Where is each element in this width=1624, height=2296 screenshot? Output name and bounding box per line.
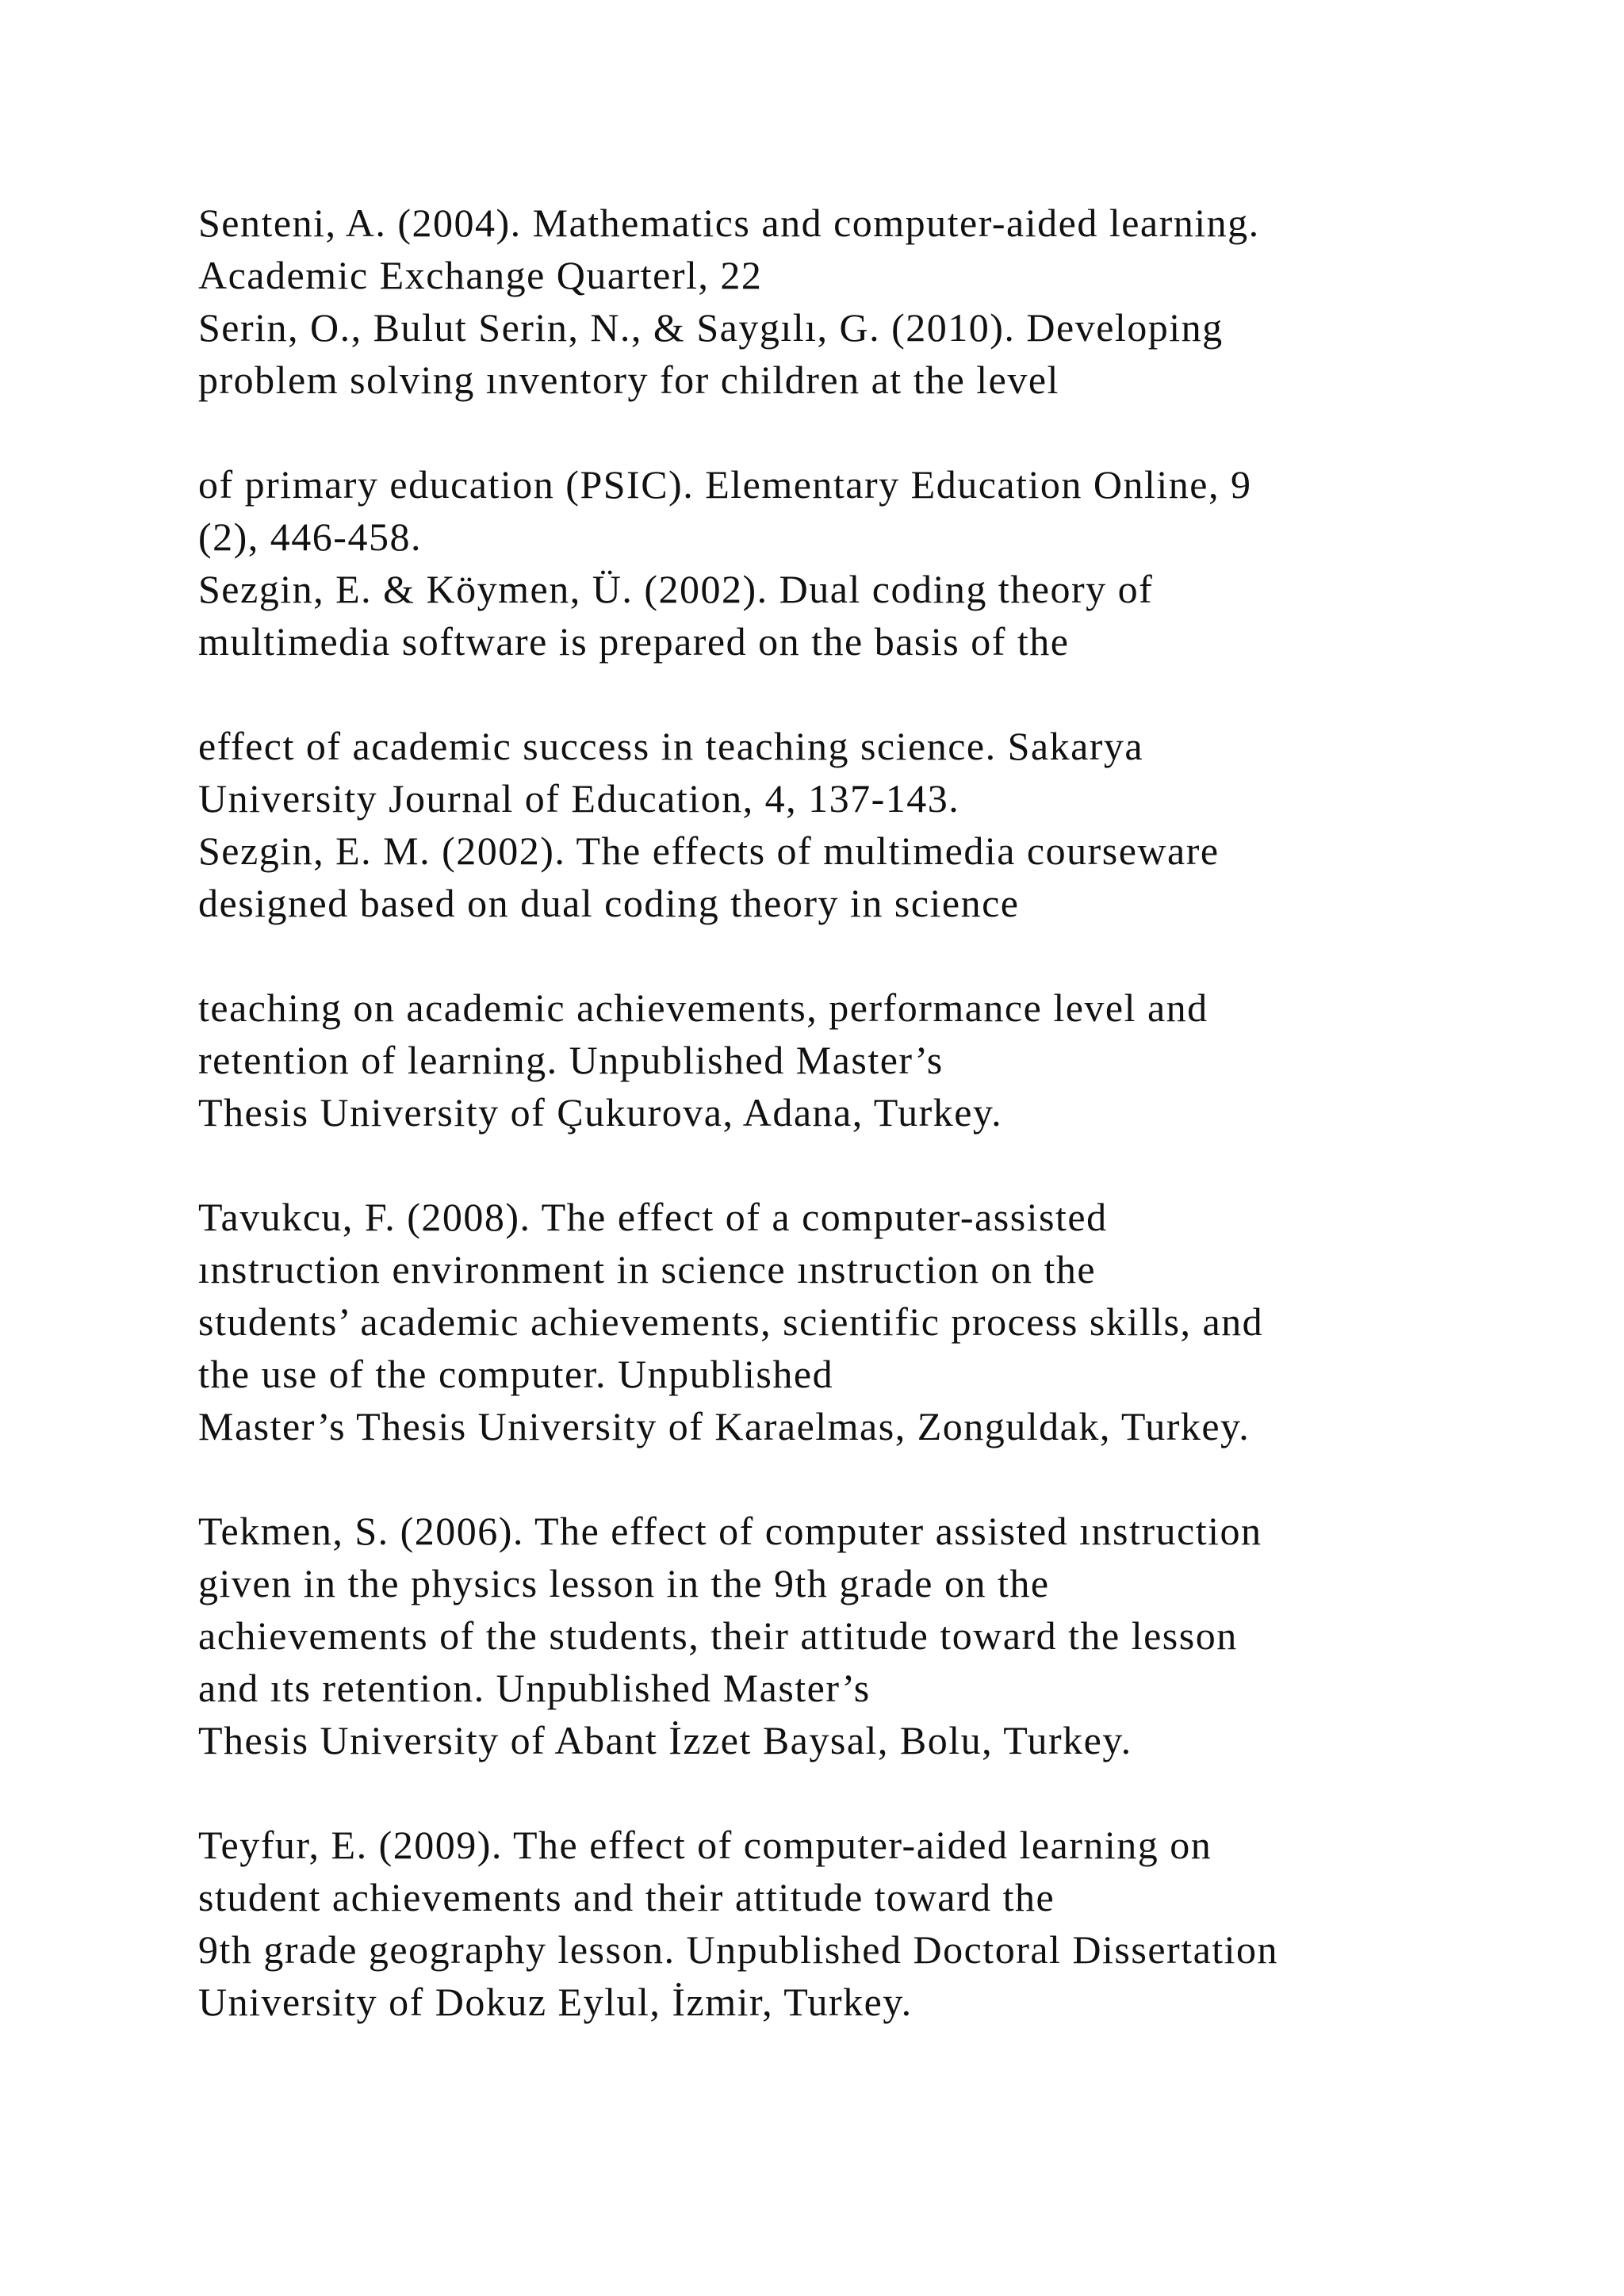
text-line: Sezgin, E. M. (2002). The effects of multimedia courseware — [198, 828, 1220, 873]
text-line: student achievements and their attitude toward the — [198, 1875, 1055, 1919]
text-line: teaching on academic achievements, performance level and — [198, 985, 1208, 1030]
text-line: Serin, O., Bulut Serin, N., & Saygılı, G. (2010). Developing — [198, 305, 1224, 350]
text-line: Master’s Thesis University of Karaelmas, Zonguldak, Turkey. — [198, 1404, 1251, 1448]
text-line: retention of learning. Unpublished Master’s — [198, 1038, 944, 1082]
text-line: Academic Exchange Quarterl, 22 — [198, 253, 763, 297]
text-line: 9th grade geography lesson. Unpublished Doctoral Dissertation — [198, 1927, 1279, 1972]
text-line: Tekmen, S. (2006). The effect of computer assisted ınstruction — [198, 1509, 1262, 1553]
text-line: of primary education (PSIC). Elementary Education Online, 9 — [198, 462, 1252, 507]
text-line: achievements of the students, their attitude toward the lesson — [198, 1613, 1238, 1658]
text-line: University Journal of Education, 4, 137-143. — [198, 776, 960, 821]
text-line: Teyfur, E. (2009). The effect of computer-aided learning on — [198, 1823, 1212, 1867]
text-line: students’ academic achievements, scientific process skills, and — [198, 1299, 1264, 1344]
text-line: Thesis University of Abant İzzet Baysal, Bolu, Turkey. — [198, 1718, 1132, 1762]
text-line: Sezgin, E. & Köymen, Ü. (2002). Dual coding theory of — [198, 567, 1154, 611]
text-line: the use of the computer. Unpublished — [198, 1352, 834, 1396]
text-line: and ıts retention. Unpublished Master’s — [198, 1666, 871, 1710]
text-line: designed based on dual coding theory in science — [198, 881, 1020, 925]
text-line: Tavukcu, F. (2008). The effect of a computer-assisted — [198, 1195, 1108, 1239]
text-line: given in the physics lesson in the 9th grade on the — [198, 1561, 1050, 1605]
text-line: Thesis University of Çukurova, Adana, Turkey. — [198, 1090, 1003, 1135]
text-line: problem solving ınventory for children at the level — [198, 358, 1059, 402]
text-line: Senteni, A. (2004). Mathematics and computer-aided learning. — [198, 201, 1260, 245]
text-line: (2), 446-458. — [198, 515, 422, 559]
text-line: effect of academic success in teaching science. Sakarya — [198, 724, 1144, 768]
text-line: University of Dokuz Eylul, İzmir, Turkey. — [198, 1980, 913, 2024]
text-line: ınstruction environment in science ınstruction on the — [198, 1247, 1097, 1292]
text-line: multimedia software is prepared on the basis of the — [198, 619, 1070, 664]
